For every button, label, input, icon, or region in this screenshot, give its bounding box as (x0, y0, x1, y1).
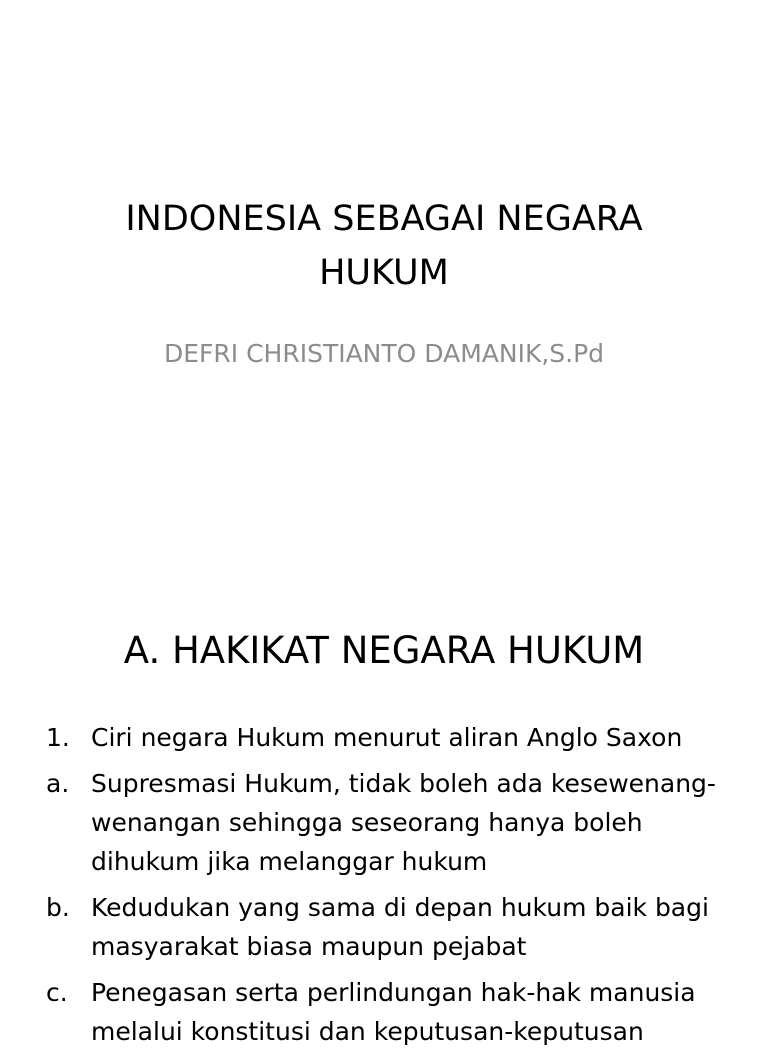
list-marker: 1. (46, 723, 70, 752)
content-slide (0, 576, 768, 1046)
list-item (46, 764, 738, 881)
slide-title-line-1: INDONESIA SEBAGAI NEGARA (125, 199, 643, 239)
slide-subtitle: DEFRI CHRISTIANTO DAMANIK,S.Pd (163, 339, 605, 368)
list-text: Supresmasi Hukum, tidak boleh ada kesewenang-wenangan sehingga seseorang hanya boleh dihukum jika melanggar hukum (91, 769, 716, 876)
list-text: Ciri negara Hukum menurut aliran Anglo Saxon (91, 723, 683, 752)
list-text: Penegasan serta perlindungan hak-hak manusia melalui konstitusi dan keputusan-keputusan (91, 978, 696, 1046)
list-item (46, 973, 738, 1051)
section-heading: A. HAKIKAT NEGARA HUKUM (123, 629, 645, 672)
list-marker: a. (46, 769, 70, 798)
list-marker: c. (46, 978, 68, 1007)
slide-title-line-2: HUKUM (319, 253, 449, 293)
list-marker: b. (46, 893, 70, 922)
list-text: Kedudukan yang sama di depan hukum baik bagi masyarakat biasa maupun pejabat (91, 893, 709, 961)
list-item (46, 888, 738, 966)
list-item (46, 718, 738, 757)
content-list (46, 718, 738, 1058)
slide-title (40, 192, 728, 300)
